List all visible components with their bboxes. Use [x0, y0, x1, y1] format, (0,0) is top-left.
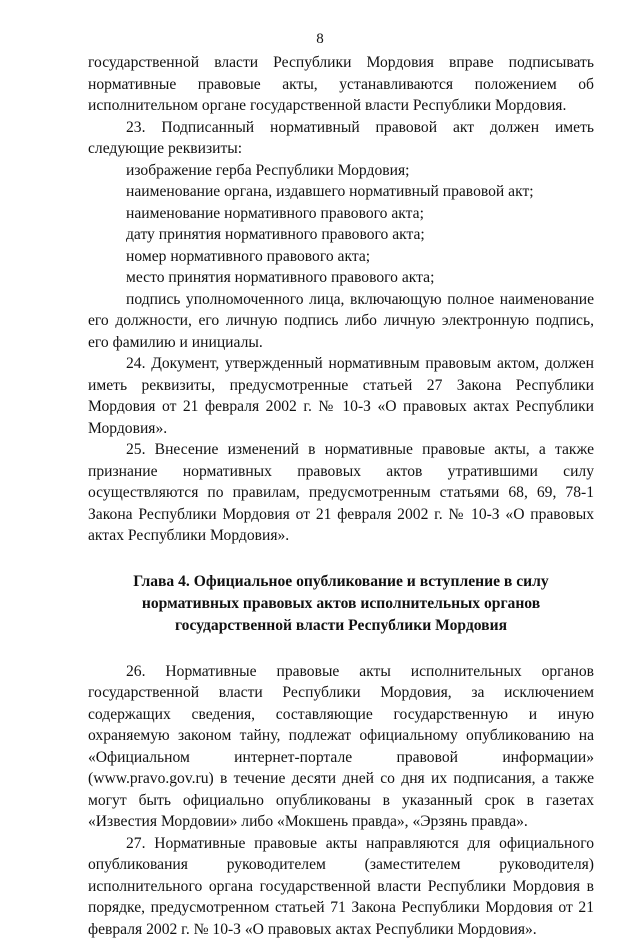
document-body — [88, 52, 594, 940]
chapter-heading-line-2: нормативных правовых актов исполнительных органов — [124, 593, 558, 615]
chapter-heading-line-1: Глава 4. Официальное опубликование и вступление в силу — [124, 571, 558, 593]
paragraph-25: 25. Внесение изменений в нормативные правовые акты, а также признание нормативных правовых актов утратившими силу осуществляются по правилам, предусмотренным статьями 68, 69, 78-1 Закона Республики Мордовия от 21 февраля 2002 г. № 10-З «О правовых актах Республики Мордовия». — [88, 439, 594, 547]
requisite-item-2: наименование органа, издавшего нормативный правовой акт; — [88, 181, 594, 203]
page-number: 8 — [0, 30, 640, 48]
paragraph-24: 24. Документ, утвержденный нормативным правовым актом, должен иметь реквизиты, предусмотренные статьей 27 Закона Республики Мордовия от 21 февраля 2002 г. № 10-З «О правовых актах Республики Мордовия». — [88, 353, 594, 439]
requisite-item-4: дату принятия нормативного правового акта; — [88, 224, 594, 246]
requisite-item-7: подпись уполномоченного лица, включающую полное наименование его должности, его личную подпись либо личную электронную подпись, его фамилию и инициалы. — [88, 289, 594, 354]
chapter-4-heading — [88, 571, 594, 637]
paragraph-23: 23. Подписанный нормативный правовой акт должен иметь следующие реквизиты: — [88, 117, 594, 160]
requisite-item-6: место принятия нормативного правового акта; — [88, 267, 594, 289]
spacer — [88, 637, 594, 661]
requisite-item-3: наименование нормативного правового акта; — [88, 203, 594, 225]
intro-paragraph: государственной власти Республики Мордовия вправе подписывать нормативные правовые акты, устанавливаются положением об исполнительном органе государственной власти Республики Мордовия. — [88, 52, 594, 117]
paragraph-26: 26. Нормативные правовые акты исполнительных органов государственной власти Республики Мордовия, за исключением содержащих сведения, составляющие государственную и иную охраняемую законом тайну, подлежат официальному опубликованию на «Официальном интернет-портале правовой информации» (www.pravo.gov.ru) в течение десяти дней со дня их подписания, а также могут быть официально опубликованы в указанный срок в газетах «Известия Мордовии» либо «Мокшень правда», «Эрзянь правда». — [88, 661, 594, 833]
paragraph-27: 27. Нормативные правовые акты направляются для официального опубликования руководителем (заместителем руководителя) исполнительного органа государственной власти Республики Мордовия в порядке, предусмотренном статьей 71 Закона Республики Мордовия от 21 февраля 2002 г. № 10-З «О правовых актах Республики Мордовия». — [88, 833, 594, 940]
chapter-heading-line-3: государственной власти Республики Мордовия — [124, 615, 558, 637]
requisite-item-5: номер нормативного правового акта; — [88, 246, 594, 268]
requisite-item-1: изображение герба Республики Мордовия; — [88, 160, 594, 182]
